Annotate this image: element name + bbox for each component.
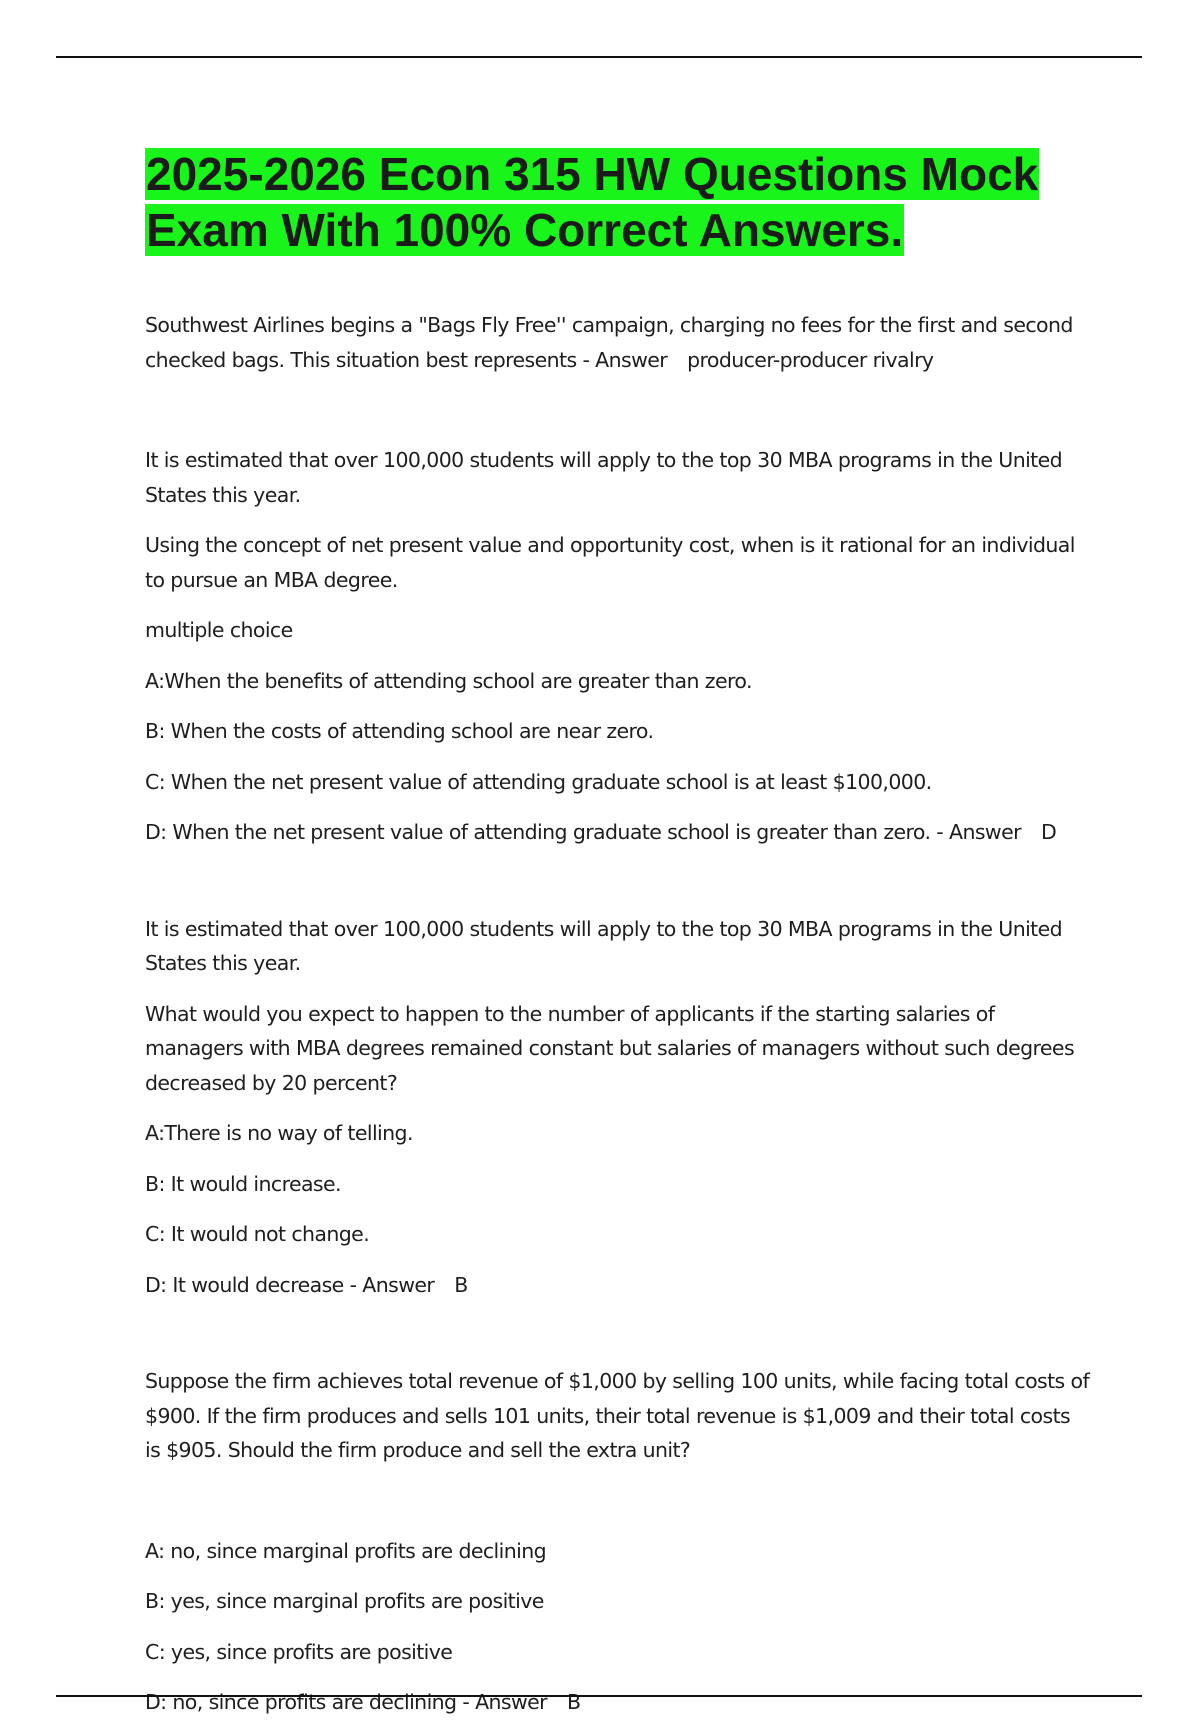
question-4-option-d-text: D: no, since profits are declining - Answer: [145, 1690, 548, 1714]
question-3-option-b: B: It would increase.: [145, 1171, 341, 1196]
question-1-text: Southwest Airlines begins a "Bags Fly Free'' campaign, charging no fees for the first and second checked bags. This situation best represents - Answer: [145, 313, 1073, 372]
header-divider: [56, 56, 1142, 58]
question-4-text: Suppose the firm achieves total revenue of $1,000 by selling 100 units, while facing total costs of $900. If the firm produces and sells 101 units, their total revenue is $1,009 and their total costs is $905. Should the firm produce and sell the extra unit?: [145, 1369, 1090, 1462]
question-2-option-a: A:When the benefits of attending school are greater than zero.: [145, 668, 752, 693]
question-2-intro: It is estimated that over 100,000 students will apply to the top 30 MBA programs in the United States this year.: [145, 448, 1063, 507]
question-4-option-b: B: yes, since marginal profits are positive: [145, 1589, 544, 1613]
question-4-answer: B: [567, 1690, 581, 1714]
question-2-option-b: B: When the costs of attending school are near zero.: [145, 719, 654, 743]
document-title: [145, 146, 1090, 258]
question-4-option-a: A: no, since marginal profits are declining: [145, 1538, 547, 1563]
question-3-option-a: A:There is no way of telling.: [145, 1121, 413, 1145]
title-highlight: 2025-2026 Econ 315 HW Questions Mock Exam With 100% Correct Answers.: [146, 148, 1039, 256]
question-2-option-d-text: D: When the net present value of attending graduate school is greater than zero. - Answer: [145, 820, 1021, 844]
question-3-option-d: [145, 1268, 1090, 1303]
footer-divider: [56, 1695, 1142, 1697]
question-3-intro: It is estimated that over 100,000 students will apply to the top 30 MBA programs in the United States this year.: [145, 916, 1063, 975]
document-body: [145, 146, 1090, 1736]
question-3-option-c: C: It would not change.: [145, 1222, 370, 1246]
question-4-option-d: [145, 1685, 1090, 1720]
question-1-answer: producer-producer rivalry: [687, 347, 934, 372]
question-2-answer: D: [1040, 820, 1057, 844]
question-2-option-d: [145, 815, 1090, 850]
question-3-text: What would you expect to happen to the number of applicants if the starting salaries of managers with MBA degrees remained constant but salaries of managers without such degrees decreased by 20 percent?: [145, 1001, 1075, 1095]
question-2-type-label: multiple choice: [145, 618, 293, 642]
question-2-text: Using the concept of net present value and opportunity cost, when is it rational for an individual to pursue an MBA degree.: [145, 533, 1075, 592]
question-3-option-d-text: D: It would decrease - Answer: [145, 1272, 435, 1297]
question-2-option-c: C: When the net present value of attending graduate school is at least $100,000.: [145, 769, 932, 794]
question-4-option-c: C: yes, since profits are positive: [145, 1639, 453, 1664]
question-3-answer: B: [454, 1272, 468, 1297]
question-1: [145, 308, 1090, 377]
